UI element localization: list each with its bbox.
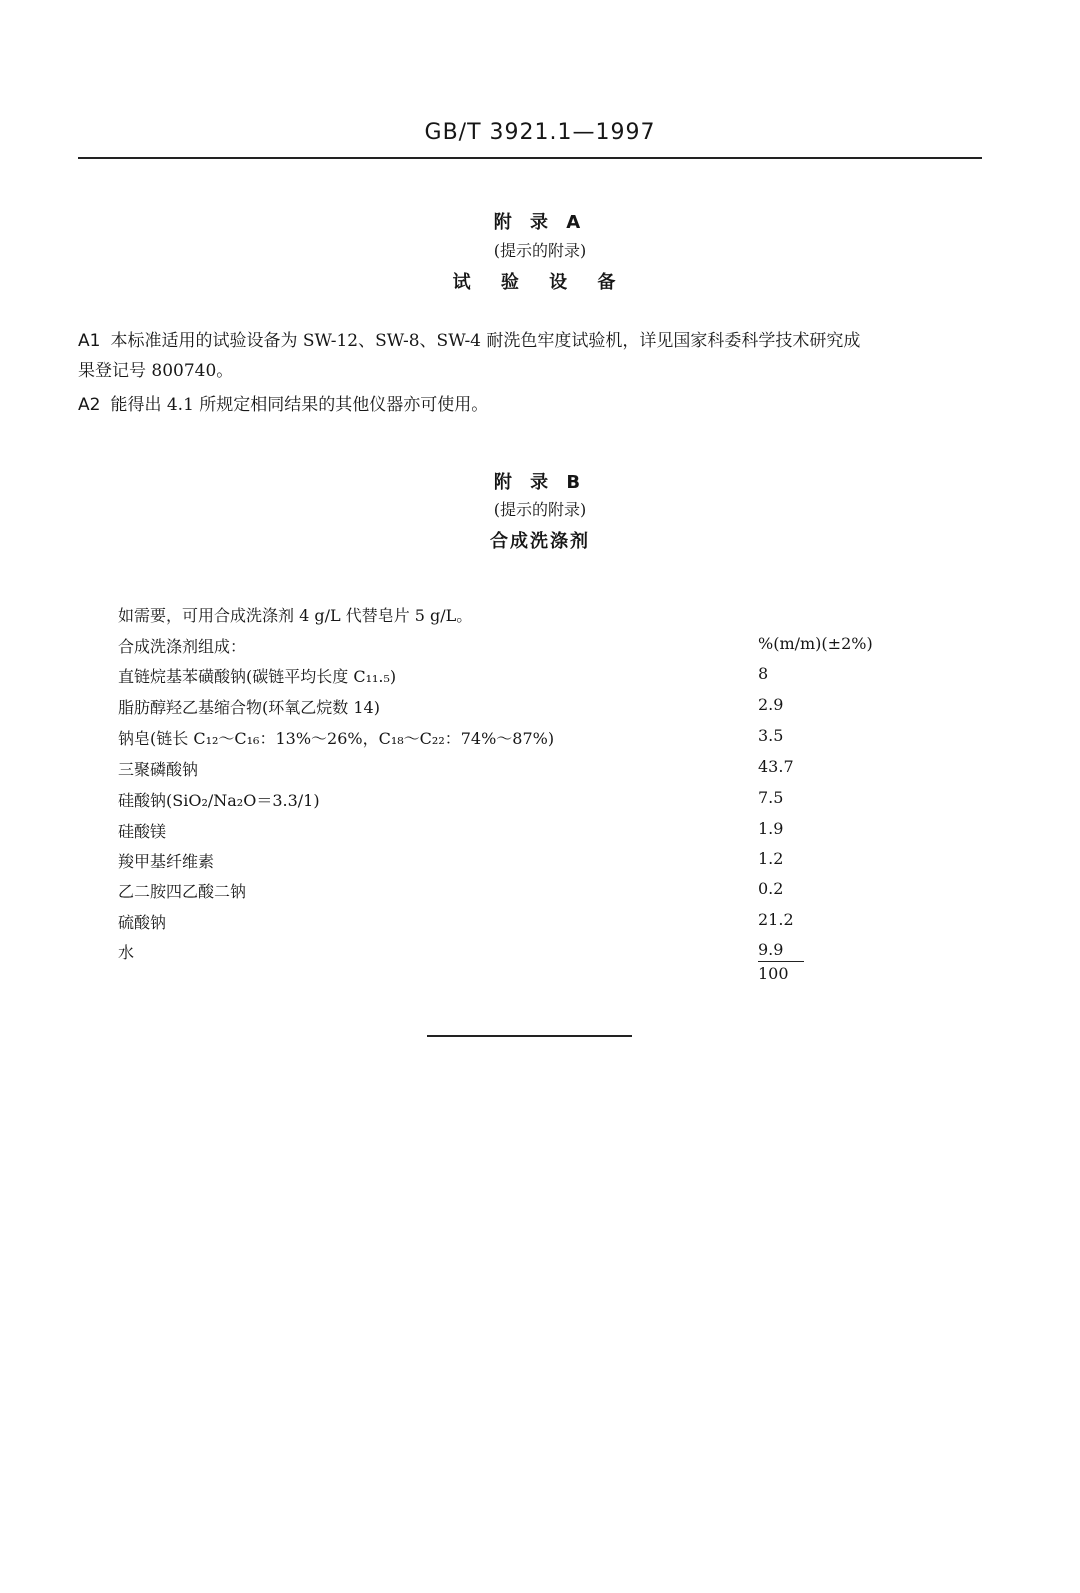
component-value: 1.2 bbox=[758, 849, 784, 868]
table-row bbox=[118, 664, 978, 695]
item-text: 能得出 4.1 所规定相同结果的其他仪器亦可使用。 bbox=[110, 395, 489, 415]
table-row bbox=[118, 910, 978, 941]
annex-b-title: 附 录 B bbox=[493, 472, 587, 493]
table-row bbox=[118, 879, 978, 910]
item-label: A1 bbox=[78, 331, 101, 351]
table-row bbox=[118, 726, 978, 757]
table-row bbox=[118, 788, 978, 819]
annex-a-heading: 试 验 设 备 bbox=[452, 272, 628, 293]
table-row bbox=[118, 940, 978, 971]
annex-a-title: 附 录 A bbox=[493, 212, 587, 233]
table-row bbox=[118, 819, 978, 850]
composition-header-unit: %(m/m)(±2%) bbox=[758, 634, 873, 653]
component-value: 3.5 bbox=[758, 726, 784, 745]
component-name: 水 bbox=[118, 943, 135, 962]
composition-header-name: 合成洗涤剂组成： bbox=[118, 637, 247, 656]
component-value: 8 bbox=[758, 664, 769, 683]
component-value: 21.2 bbox=[758, 910, 794, 929]
sum-rule bbox=[758, 961, 804, 962]
item-label: A2 bbox=[78, 395, 101, 415]
component-name: 硅酸钠(SiO₂/Na₂O＝3.3/1) bbox=[118, 791, 320, 810]
annex-a-subtitle: (提示的附录) bbox=[493, 241, 587, 260]
component-name: 钠皂(链长 C₁₂～C₁₆：13%～26%，C₁₈～C₂₂：74%～87%) bbox=[118, 729, 555, 748]
component-name: 羧甲基纤维素 bbox=[118, 852, 215, 871]
annex-b-intro: 如需要，可用合成洗涤剂 4 g/L 代替皂片 5 g/L。 bbox=[118, 606, 473, 625]
component-name: 脂肪醇羟乙基缩合物(环氧乙烷数 14) bbox=[118, 698, 380, 717]
annex-b-subtitle: (提示的附录) bbox=[493, 500, 587, 519]
item-text: 本标准适用的试验设备为 SW-12、SW-8、SW-4 耐洗色牢度试验机，详见国家科委科学技术研究成 bbox=[110, 331, 861, 351]
composition-table-header bbox=[118, 634, 978, 665]
component-value: 2.9 bbox=[758, 695, 784, 714]
composition-total: 100 bbox=[758, 964, 789, 983]
annex-b-heading: 合成洗涤剂 bbox=[490, 531, 590, 552]
component-value: 0.2 bbox=[758, 879, 784, 898]
component-value: 1.9 bbox=[758, 819, 784, 838]
component-value: 9.9 bbox=[758, 940, 784, 959]
component-value: 43.7 bbox=[758, 757, 794, 776]
annex-a-item-a2 bbox=[78, 390, 982, 420]
component-name: 直链烷基苯磺酸钠(碳链平均长度 C₁₁.₅) bbox=[118, 667, 397, 686]
table-row bbox=[118, 695, 978, 726]
component-name: 三聚磷酸钠 bbox=[118, 760, 199, 779]
header-divider bbox=[78, 157, 982, 159]
item-text-continued: 果登记号 800740。 bbox=[78, 361, 234, 381]
standard-number: GB/T 3921.1—1997 bbox=[424, 120, 656, 145]
annex-a-item-a1 bbox=[78, 326, 982, 386]
table-row bbox=[118, 757, 978, 788]
component-name: 硅酸镁 bbox=[118, 822, 167, 841]
component-name: 硫酸钠 bbox=[118, 913, 167, 932]
component-name: 乙二胺四乙酸二钠 bbox=[118, 882, 247, 901]
component-value: 7.5 bbox=[758, 788, 784, 807]
table-row bbox=[118, 849, 978, 880]
end-rule bbox=[427, 1035, 632, 1037]
